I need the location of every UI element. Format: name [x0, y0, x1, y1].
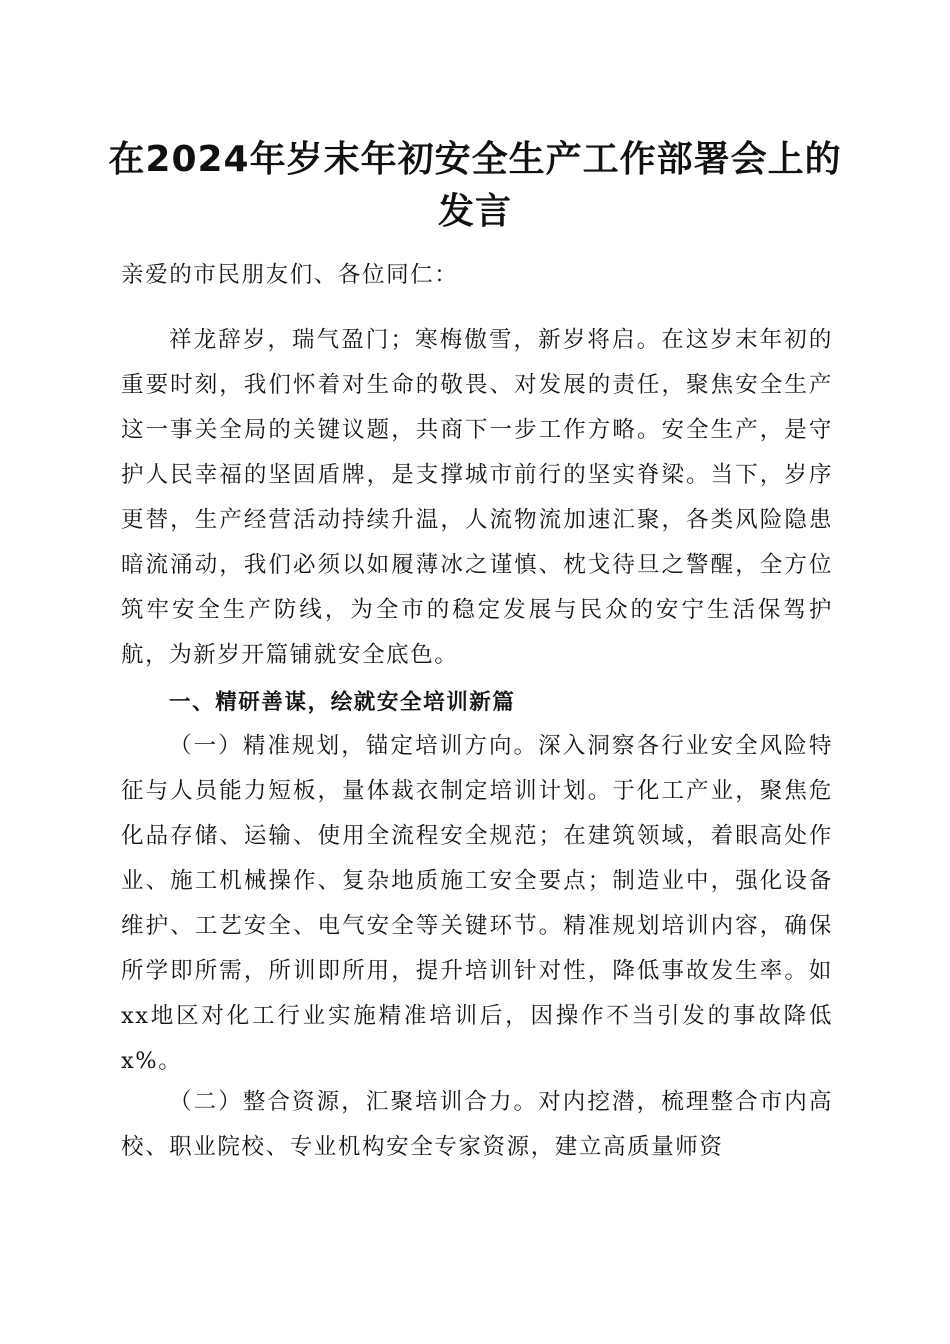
- section-heading-1: 一、精研善谋，绘就安全培训新篇: [169, 690, 516, 715]
- document-title: 在2024年岁末年初安全生产工作部署会上的发言: [108, 139, 842, 232]
- paragraph-integrate-resources: （二）整合资源，汇聚培训合力。对内挖潜，梳理整合市内高校、职业院校、专业机构安全专家资源，建立高质量师资: [121, 1089, 833, 1160]
- greeting: 亲爱的市民朋友们、各位同仁：: [121, 262, 459, 288]
- paragraph-intro: 祥龙辞岁，瑞气盈门；寒梅傲雪，新岁将启。在这岁末年初的重要时刻，我们怀着对生命的敬畏、对发展的责任，聚焦安全生产这一事关全局的关键议题，共商下一步工作方略。安全生产，是守护人民幸福的坚固盾牌，是支撑城市前行的坚实脊梁。当下，岁序更替，生产经营活动持续升温，人流物流加速汇聚，各类风险隐患暗流涌动，我们必须以如履薄冰之谨慎、枕戈待旦之警醒，全方位筑牢安全生产防线，为全市的稳定发展与民众的安宁生活保驾护航，为新岁开篇铺就安全底色。: [121, 327, 833, 668]
- paragraph-precise-planning: （一）精准规划，锚定培训方向。深入洞察各行业安全风险特征与人员能力短板，量体裁衣制定培训计划。于化工产业，聚焦危化品存储、运输、使用全流程安全规范；在建筑领域，着眼高处作业、施工机械操作、复杂地质施工安全要点；制造业中，强化设备维护、工艺安全、电气安全等关键环节。精准规划培训内容，确保所学即所需，所训即所用，提升培训针对性，降低事故发生率。如xx地区对化工行业实施精准培训后，因操作不当引发的事故降低x%。: [121, 733, 833, 1074]
